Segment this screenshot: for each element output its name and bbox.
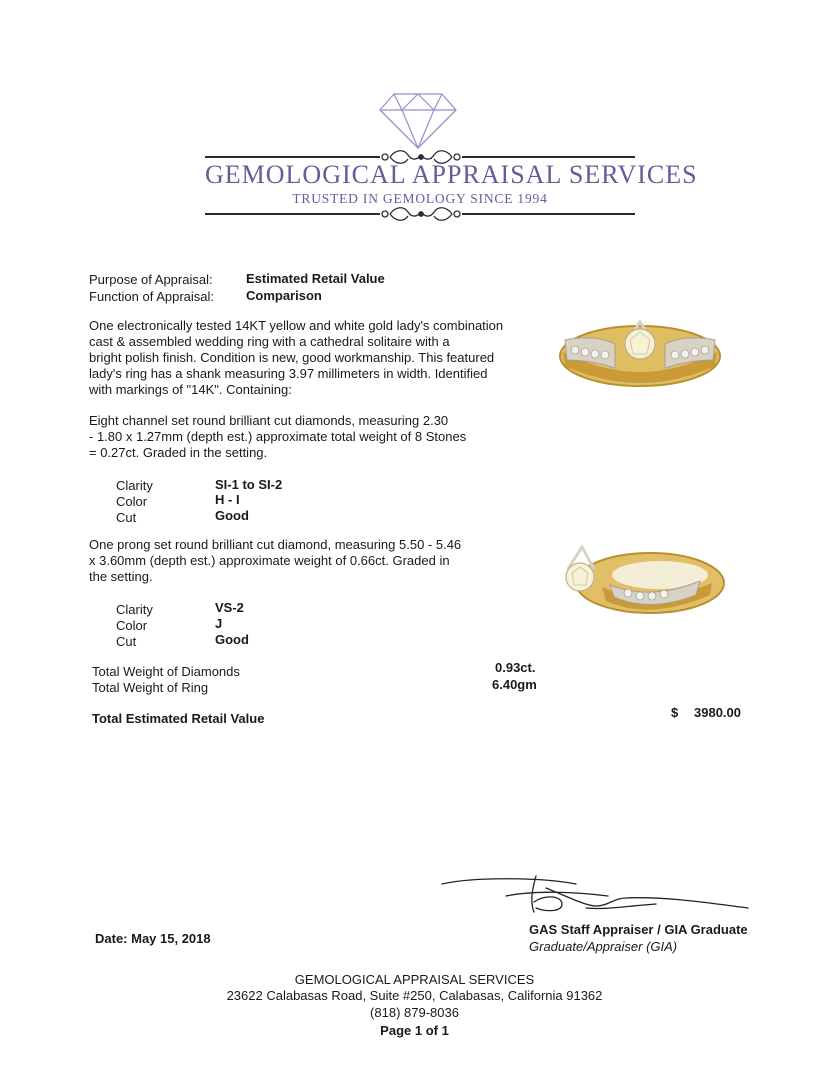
stone-1-cut-label: Cut: [116, 510, 137, 525]
appraiser-subtitle: Graduate/Appraiser (GIA): [529, 939, 678, 954]
stone-1-clarity-value: SI-1 to SI-2: [215, 477, 283, 492]
total-ring-label: Total Weight of Ring: [92, 680, 209, 695]
footer-phone: (818) 879-8036: [370, 1005, 459, 1020]
total-diamonds-label: Total Weight of Diamonds: [92, 664, 240, 679]
total-retail-label: Total Estimated Retail Value: [92, 711, 265, 726]
purpose-value: Estimated Retail Value: [246, 271, 385, 286]
stone-line: Eight channel set round brilliant cut diamonds, measuring 2.30: [89, 413, 449, 428]
function-value: Comparison: [246, 288, 322, 303]
stone-1-clarity-label: Clarity: [116, 478, 153, 493]
description-line: lady's ring has a shank measuring 3.97 millimeters in width. Identified: [89, 366, 488, 381]
company-logo-title: GEMOLOGICAL APPRAISAL SERVICES: [205, 160, 698, 189]
purpose-label: Purpose of Appraisal:: [89, 272, 213, 287]
company-tagline: TRUSTED IN GEMOLOGY SINCE 1994: [292, 191, 548, 206]
stone-line: One prong set round brilliant cut diamond, measuring 5.50 - 5.46: [89, 537, 462, 552]
footer-address: 23622 Calabasas Road, Suite #250, Calabasas, California 91362: [226, 988, 603, 1003]
stone-line: = 0.27ct. Graded in the setting.: [89, 445, 268, 460]
stone-line: - 1.80 x 1.27mm (depth est.) approximate total weight of 8 Stones: [89, 429, 467, 444]
ring-side-photo: [550, 525, 730, 625]
stone-2-cut-value: Good: [215, 632, 249, 647]
ring-description: [89, 318, 503, 398]
footer-company: GEMOLOGICAL APPRAISAL SERVICES: [294, 972, 535, 987]
description-line: cast & assembled wedding ring with a cathedral solitaire with a: [89, 334, 450, 349]
total-ring-value: 6.40gm: [492, 677, 537, 692]
stone-line: x 3.60mm (depth est.) approximate weight of 0.66ct. Graded in: [89, 553, 450, 568]
appraiser-signature: [436, 872, 751, 922]
stone-1-cut-value: Good: [215, 508, 249, 523]
scroll-ornament-icon: [380, 204, 462, 224]
stone-2-clarity-label: Clarity: [116, 602, 153, 617]
stone-2-color-label: Color: [116, 618, 148, 633]
stone-1-description: [89, 413, 466, 461]
stone-2-description: [89, 537, 461, 585]
function-label: Function of Appraisal:: [89, 289, 215, 304]
currency-symbol: $: [671, 705, 679, 720]
stone-1-color-label: Color: [116, 494, 148, 509]
diamond-logo-icon: [378, 92, 458, 150]
ring-front-photo: [555, 300, 725, 395]
stone-line: the setting.: [89, 569, 153, 584]
stone-2-clarity-value: VS-2: [215, 600, 244, 615]
stone-1-color-value: H - I: [215, 492, 240, 507]
stone-2-color-value: J: [215, 616, 223, 631]
total-retail-value: 3980.00: [694, 705, 741, 720]
appraisal-date: Date: May 15, 2018: [95, 931, 211, 946]
stone-2-cut-label: Cut: [116, 634, 137, 649]
page-number: Page 1 of 1: [380, 1023, 449, 1038]
description-line: One electronically tested 14KT yellow and white gold lady's combination: [89, 318, 504, 333]
description-line: with markings of "14K". Containing:: [89, 382, 292, 397]
appraiser-title: GAS Staff Appraiser / GIA Graduate: [529, 922, 748, 937]
description-line: bright polish finish. Condition is new, good workmanship. This featured: [89, 350, 495, 365]
total-diamonds-value: 0.93ct.: [495, 660, 536, 675]
